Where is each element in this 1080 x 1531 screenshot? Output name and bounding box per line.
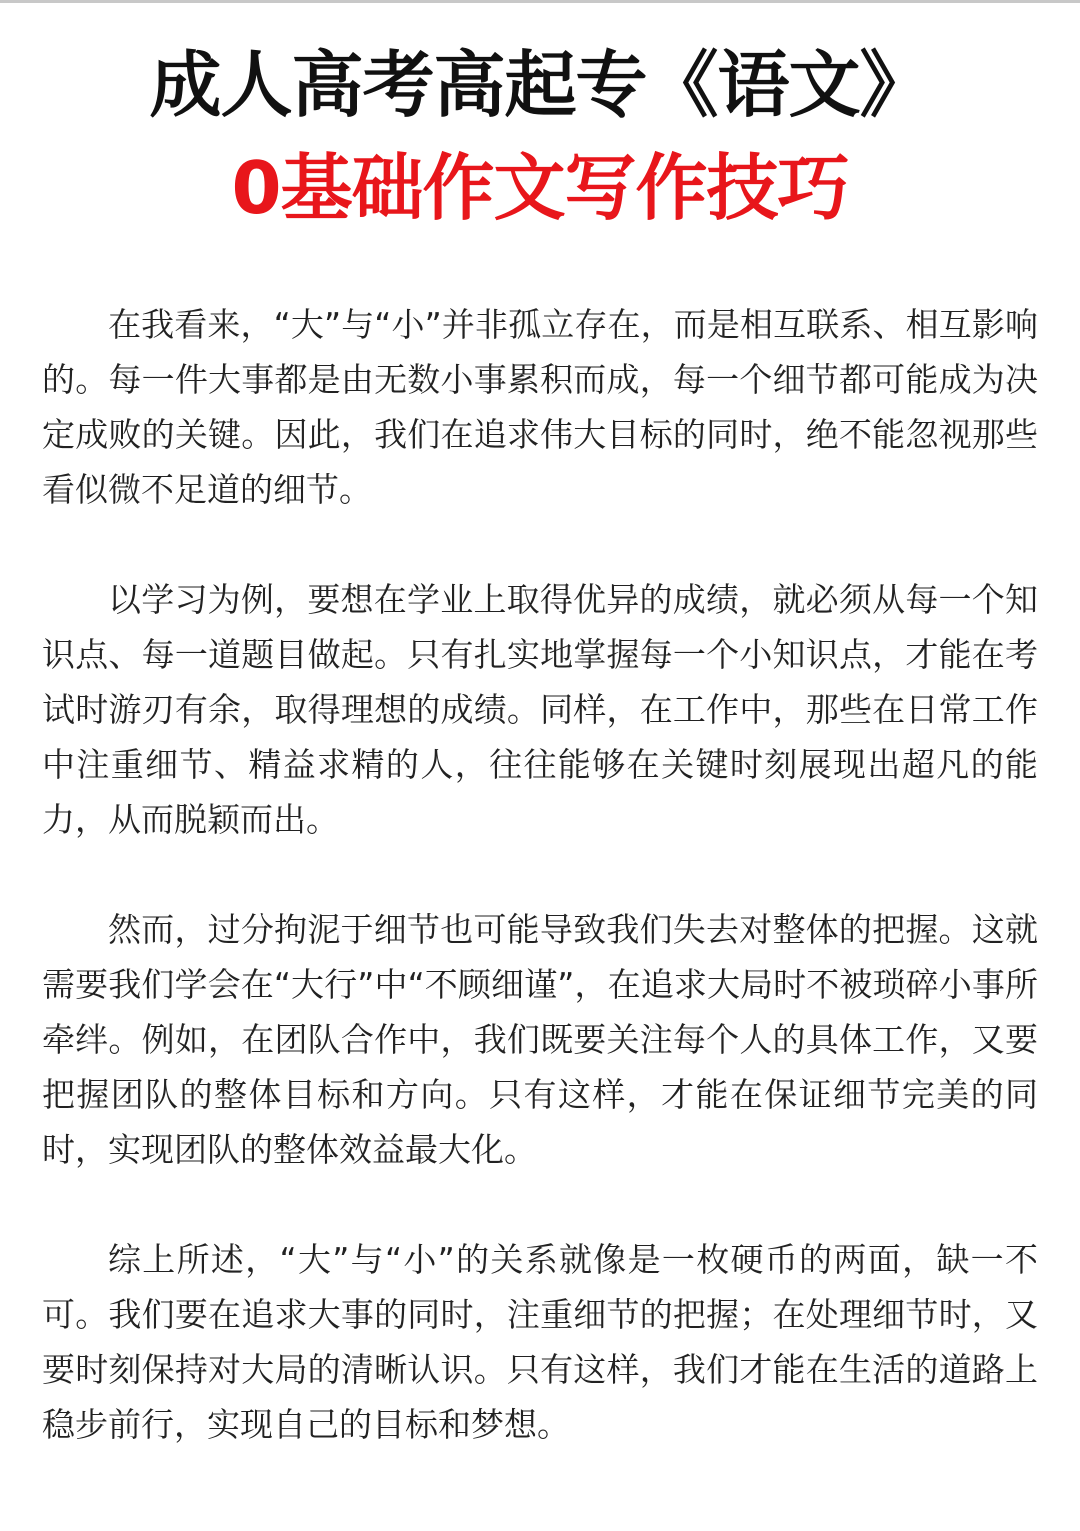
page-subtitle: 0基础作文写作技巧 (231, 146, 849, 230)
top-divider (0, 0, 1080, 3)
paragraph: 在我看来，“大”与“小”并非孤立存在，而是相互联系、相互影响的。每一件大事都是由无数小事累积而成，每一个细节都可能成为决定成败的关键。因此，我们在追求伟大目标的同时，绝不能忽视那些看似微不足道的细节。 (42, 305, 1038, 509)
page-title: 成人高考高起专《语文》 (149, 43, 931, 127)
paragraph: 然而，过分拘泥于细节也可能导致我们失去对整体的把握。这就需要我们学会在“大行”中“不顾细谨”，在追求大局时不被琐碎小事所牵绊。例如，在团队合作中，我们既要关注每个人的具体工作，又要把握团队的整体目标和方向。只有这样，才能在保证细节完美的同时，实现团队的整体效益最大化。 (42, 910, 1038, 1169)
essay-body (42, 297, 1038, 1507)
paragraph: 以学习为例，要想在学业上取得优异的成绩，就必须从每一个知识点、每一道题目做起。只有扎实地掌握每一个小知识点，才能在考试时游刃有余，取得理想的成绩。同样，在工作中，那些在日常工作中注重细节、精益求精的人，往往能够在关键时刻展现出超凡的能力，从而脱颖而出。 (42, 580, 1038, 839)
paragraph: 综上所述，“大”与“小”的关系就像是一枚硬币的两面，缺一不可。我们要在追求大事的同时，注重细节的把握；在处理细节时，又要时刻保持对大局的清晰认识。只有这样，我们才能在生活的道路上稳步前行，实现自己的目标和梦想。 (42, 1240, 1038, 1444)
